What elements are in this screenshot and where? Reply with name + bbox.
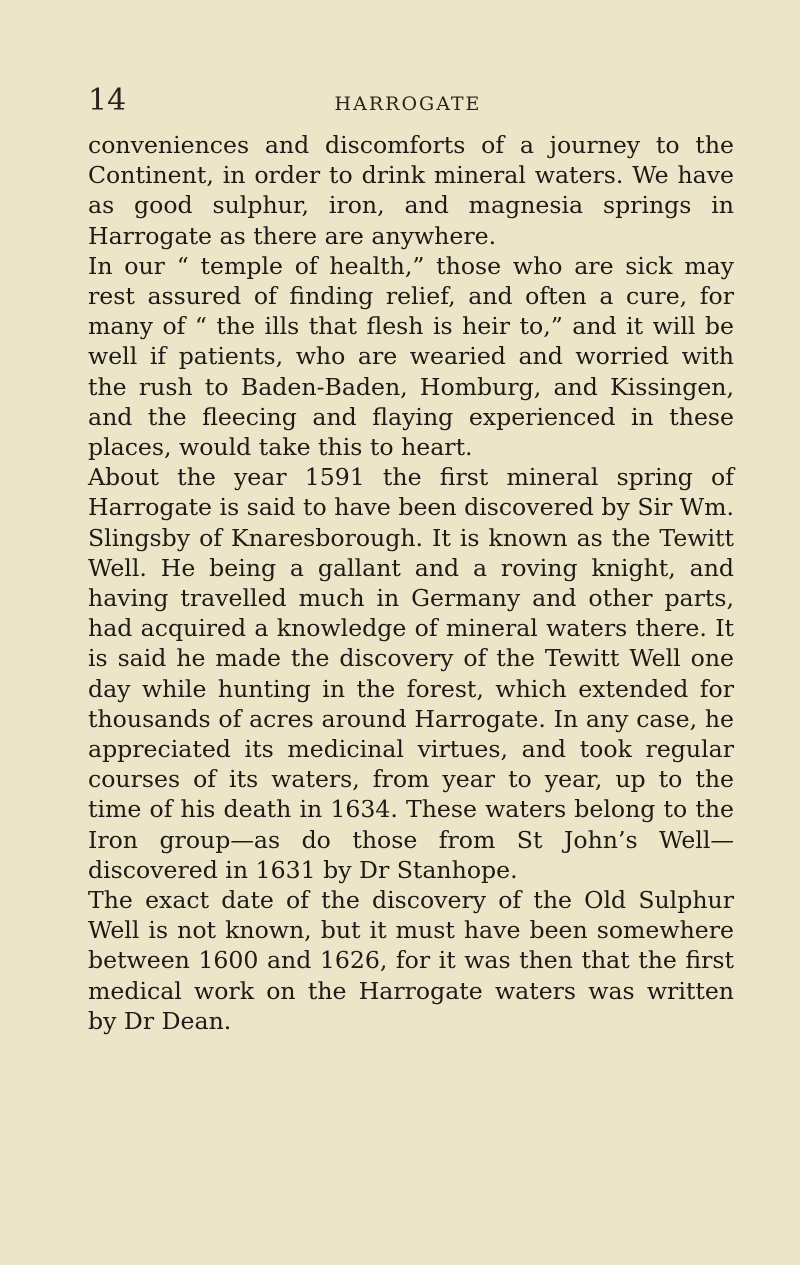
page-header: [88, 83, 728, 126]
paragraph: The exact date of the discovery of the Old Sulphur Well is not known, but it must have been somewhere between 1600 and 1626, for it was then that the first medical work on the Harrogate waters was written by Dr Dean.: [88, 886, 734, 1035]
paragraph: About the year 1591 the first mineral spring of Harrogate is said to have been discovered by Sir Wm. Slingsby of Knaresborough. It is known as the Tewitt Well. He being a gallant and a roving knight, and having travelled much in Germany and other parts, had acquired a knowledge of mineral waters there. It is said he made the discovery of the Tewitt Well one day while hunting in the forest, which extended for thousands of acres around Harrogate. In any case, he appreciated its medicinal virtues, and took regular courses of its waters, from year to year, up to the time of his death in 1634. These waters belong to the Iron group—as do those from St John’s Well—discovered in 1631 by Dr Stanhope.: [88, 463, 734, 884]
body-text: [88, 130, 734, 1036]
paragraph: conveniences and discomforts of a journey to the Continent, in order to drink mineral waters. We have as good sulphur, iron, and magnesia springs in Harrogate as there are anywhere.: [88, 131, 734, 250]
running-head: HARROGATE: [334, 93, 482, 115]
page-number: 14: [88, 83, 127, 118]
paragraph: In our “ temple of health,” those who are sick may rest assured of finding relief, and often a cure, for many of “ the ills that flesh is heir to,” and it will be well if patients, who are wearied and worried with the rush to Baden-Baden, Homburg, and Kissingen, and the fleecing and flaying experienced in these places, would take this to heart.: [88, 251, 734, 462]
